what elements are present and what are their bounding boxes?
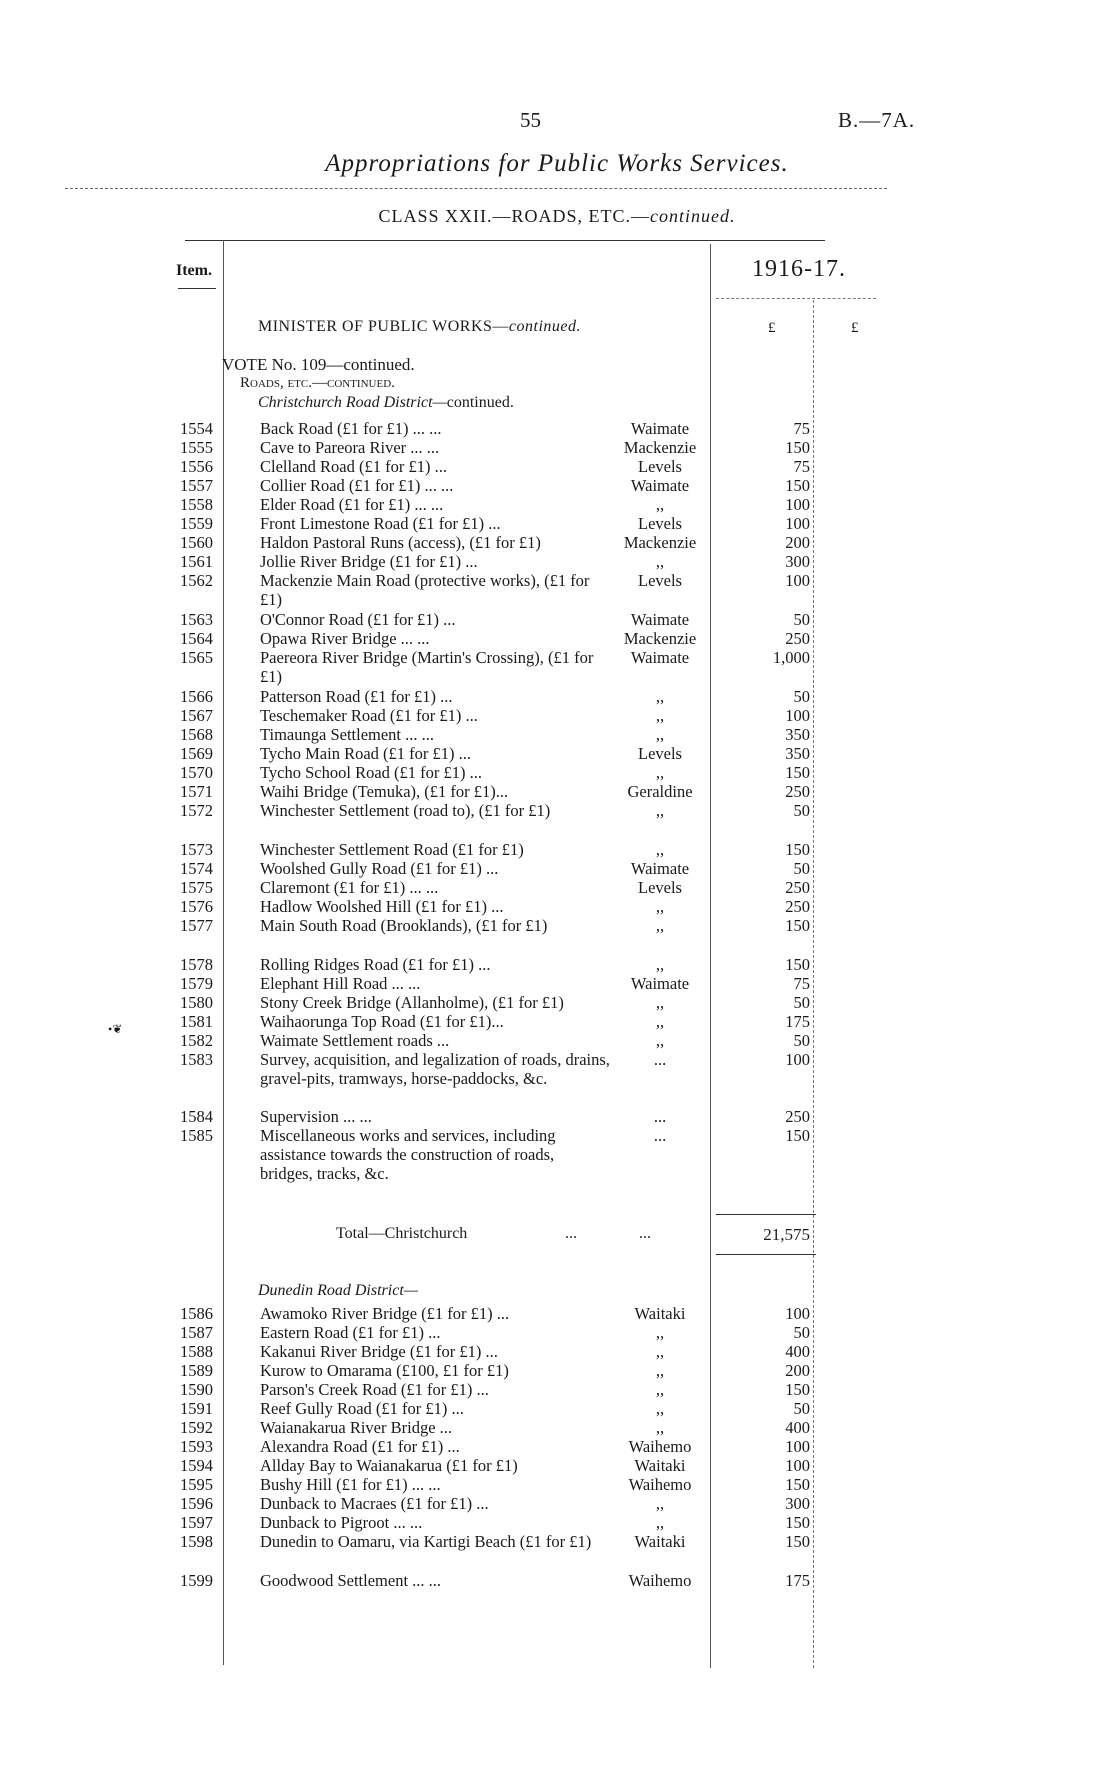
table-row bbox=[0, 1361, 1114, 1380]
county-name: ,, bbox=[655, 1380, 665, 1399]
item-amount: 50 bbox=[793, 1323, 810, 1342]
item-number: 1557 bbox=[180, 476, 213, 495]
item-number: 1581 bbox=[180, 1012, 213, 1031]
county-name: ,, bbox=[655, 763, 665, 782]
item-description: Claremont (£1 for £1) ... ... bbox=[260, 878, 439, 897]
district-name: Christchurch Road District— bbox=[258, 394, 447, 411]
item-amount: 200 bbox=[785, 1361, 810, 1380]
item-number: 1596 bbox=[180, 1494, 213, 1513]
county-name: Geraldine bbox=[627, 782, 693, 801]
item-number: 1593 bbox=[180, 1437, 213, 1456]
table-row bbox=[0, 1012, 1114, 1031]
item-column-header: Item. bbox=[176, 262, 212, 279]
item-description: Tycho Main Road (£1 for £1) ... bbox=[260, 744, 472, 763]
item-description: Waianakarua River Bridge ... bbox=[260, 1418, 453, 1437]
item-description: Elephant Hill Road ... ... bbox=[260, 974, 421, 993]
table-row bbox=[0, 438, 1114, 457]
item-number: 1560 bbox=[180, 533, 213, 552]
item-amount: 150 bbox=[785, 1380, 810, 1399]
item-description: Front Limestone Road (£1 for £1) ... bbox=[260, 514, 501, 533]
item-number: 1599 bbox=[180, 1571, 213, 1590]
page-number: 55 bbox=[520, 108, 541, 132]
county-name: ,, bbox=[655, 993, 665, 1012]
item-description: Eastern Road (£1 for £1) ... bbox=[260, 1323, 441, 1342]
county-name: ,, bbox=[655, 495, 665, 514]
item-header-rule bbox=[178, 288, 216, 289]
county-name: ,, bbox=[655, 1399, 665, 1418]
table-row bbox=[0, 476, 1114, 495]
table-row bbox=[0, 533, 1114, 552]
item-amount: 150 bbox=[785, 763, 810, 782]
class-divider bbox=[185, 240, 825, 241]
table-row bbox=[0, 1571, 1114, 1590]
item-number: 1584 bbox=[180, 1107, 213, 1126]
item-number: 1585 bbox=[180, 1126, 213, 1145]
item-description: Haldon Pastoral Runs (access), (£1 for £1) bbox=[260, 533, 541, 552]
county-name: Waimate bbox=[630, 476, 690, 495]
county-name: Waimate bbox=[630, 859, 690, 878]
item-number: 1563 bbox=[180, 610, 213, 629]
class-heading-continued: continued. bbox=[650, 206, 736, 226]
county-name: Levels bbox=[638, 457, 682, 476]
item-amount: 100 bbox=[785, 571, 810, 590]
item-description: Teschemaker Road (£1 for £1) ... bbox=[260, 706, 478, 725]
table-row bbox=[0, 897, 1114, 916]
table-row bbox=[0, 610, 1114, 629]
item-number: 1577 bbox=[180, 916, 213, 935]
item-amount: 175 bbox=[785, 1571, 810, 1590]
county-name: Levels bbox=[638, 514, 682, 533]
total-rule-top bbox=[716, 1214, 816, 1215]
item-description: Bushy Hill (£1 for £1) ... ... bbox=[260, 1475, 441, 1494]
item-description: Dunback to Macraes (£1 for £1) ... bbox=[260, 1494, 489, 1513]
margin-mark: •❦ bbox=[108, 1022, 123, 1036]
item-amount: 75 bbox=[793, 974, 810, 993]
table-row bbox=[0, 916, 1114, 954]
item-number: 1572 bbox=[180, 801, 213, 820]
item-description: Kakanui River Bridge (£1 for £1) ... bbox=[260, 1342, 498, 1361]
item-number: 1559 bbox=[180, 514, 213, 533]
item-description: Stony Creek Bridge (Allanholme), (£1 for £1) bbox=[260, 993, 564, 1012]
table-row bbox=[0, 1456, 1114, 1475]
table-row bbox=[0, 495, 1114, 514]
item-number: 1586 bbox=[180, 1304, 213, 1323]
item-amount: 150 bbox=[785, 1126, 810, 1145]
table-row bbox=[0, 974, 1114, 993]
county-name: ... bbox=[653, 1126, 667, 1145]
item-description: Dunedin to Oamaru, via Kartigi Beach (£1 for £1) bbox=[260, 1532, 592, 1551]
item-number: 1568 bbox=[180, 725, 213, 744]
item-number: 1583 bbox=[180, 1050, 213, 1069]
item-amount: 100 bbox=[785, 1437, 810, 1456]
table-row bbox=[0, 648, 1114, 686]
table-row bbox=[0, 457, 1114, 476]
county-name: Waimate bbox=[630, 610, 690, 629]
table-row bbox=[0, 725, 1114, 744]
item-amount: 150 bbox=[785, 955, 810, 974]
county-name: ... bbox=[653, 1050, 667, 1069]
item-number: 1573 bbox=[180, 840, 213, 859]
item-number: 1565 bbox=[180, 648, 213, 667]
item-amount: 150 bbox=[785, 916, 810, 935]
table-row bbox=[0, 1399, 1114, 1418]
item-description: Clelland Road (£1 for £1) ... bbox=[260, 457, 447, 476]
table-row bbox=[0, 801, 1114, 839]
item-amount: 100 bbox=[785, 1304, 810, 1323]
item-description: Waimate Settlement roads ... bbox=[260, 1031, 450, 1050]
table-row bbox=[0, 878, 1114, 897]
table-row bbox=[0, 1050, 1114, 1107]
county-name: Waitaki bbox=[634, 1532, 686, 1551]
county-name: Waihemo bbox=[628, 1437, 692, 1456]
county-name: ,, bbox=[655, 1342, 665, 1361]
item-amount: 400 bbox=[785, 1418, 810, 1437]
item-number: 1556 bbox=[180, 457, 213, 476]
table-row bbox=[0, 859, 1114, 878]
item-number: 1575 bbox=[180, 878, 213, 897]
item-description: Hadlow Woolshed Hill (£1 for £1) ... bbox=[260, 897, 504, 916]
item-description: Back Road (£1 for £1) ... ... bbox=[260, 419, 442, 438]
county-name: Waimate bbox=[630, 648, 690, 667]
item-amount: 350 bbox=[785, 725, 810, 744]
county-name: ,, bbox=[655, 706, 665, 725]
table-row bbox=[0, 1323, 1114, 1342]
item-amount: 50 bbox=[793, 993, 810, 1012]
item-description: Winchester Settlement Road (£1 for £1) bbox=[260, 840, 524, 859]
item-number: 1571 bbox=[180, 782, 213, 801]
county-name: Mackenzie bbox=[623, 533, 697, 552]
table-row bbox=[0, 1031, 1114, 1050]
county-name: ,, bbox=[655, 840, 665, 859]
county-name: ,, bbox=[655, 916, 665, 935]
table-row bbox=[0, 629, 1114, 648]
item-amount: 300 bbox=[785, 1494, 810, 1513]
county-name: Waimate bbox=[630, 974, 690, 993]
page-title: Appropriations for Public Works Services. bbox=[325, 150, 789, 177]
item-description: Allday Bay to Waianakarua (£1 for £1) bbox=[260, 1456, 518, 1475]
item-amount: 50 bbox=[793, 1399, 810, 1418]
item-amount: 50 bbox=[793, 859, 810, 878]
table-row bbox=[0, 706, 1114, 725]
item-number: 1597 bbox=[180, 1513, 213, 1532]
table-row bbox=[0, 1107, 1114, 1126]
item-number: 1594 bbox=[180, 1456, 213, 1475]
item-amount: 300 bbox=[785, 552, 810, 571]
table-row bbox=[0, 514, 1114, 533]
county-name: Levels bbox=[638, 878, 682, 897]
item-amount: 175 bbox=[785, 1012, 810, 1031]
table-row bbox=[0, 993, 1114, 1012]
county-name: ... bbox=[653, 1107, 667, 1126]
ministry-text: MINISTER OF PUBLIC WORKS— bbox=[258, 318, 509, 335]
item-amount: 150 bbox=[785, 1513, 810, 1532]
item-number: 1555 bbox=[180, 438, 213, 457]
county-name: ,, bbox=[655, 725, 665, 744]
item-description: Opawa River Bridge ... ... bbox=[260, 629, 430, 648]
item-number: 1570 bbox=[180, 763, 213, 782]
pound-sign-left: £ bbox=[768, 320, 776, 336]
item-amount: 100 bbox=[785, 514, 810, 533]
table-row bbox=[0, 1304, 1114, 1323]
table-row bbox=[0, 1437, 1114, 1456]
item-amount: 400 bbox=[785, 1342, 810, 1361]
roads-heading: Roads, etc.—continued. bbox=[240, 375, 395, 391]
table-row bbox=[0, 571, 1114, 609]
table-row bbox=[0, 1126, 1114, 1202]
year-header: 1916-17. bbox=[752, 256, 846, 282]
district-continued: continued. bbox=[446, 394, 514, 411]
item-description: Goodwood Settlement ... ... bbox=[260, 1571, 442, 1590]
county-name: Waitaki bbox=[634, 1304, 686, 1323]
item-number: 1590 bbox=[180, 1380, 213, 1399]
item-amount: 150 bbox=[785, 438, 810, 457]
county-name: ,, bbox=[655, 1323, 665, 1342]
table-row bbox=[0, 552, 1114, 571]
item-description: Waihaorunga Top Road (£1 for £1)... bbox=[260, 1012, 504, 1031]
county-name: Levels bbox=[638, 744, 682, 763]
pound-sign-right: £ bbox=[851, 320, 859, 336]
county-name: ,, bbox=[655, 1418, 665, 1437]
county-name: ,, bbox=[655, 1031, 665, 1050]
item-description: Main South Road (Brooklands), (£1 for £1) bbox=[260, 916, 548, 935]
item-number: 1564 bbox=[180, 629, 213, 648]
item-number: 1567 bbox=[180, 706, 213, 725]
county-name: ,, bbox=[655, 1513, 665, 1532]
table-row bbox=[0, 1380, 1114, 1399]
ministry-heading bbox=[258, 318, 581, 336]
year-header-rule bbox=[716, 298, 876, 299]
item-number: 1578 bbox=[180, 955, 213, 974]
item-amount: 100 bbox=[785, 1456, 810, 1475]
item-description: Mackenzie Main Road (protective works), (£1 for £1) bbox=[260, 571, 590, 609]
table-row bbox=[0, 763, 1114, 782]
county-name: ,, bbox=[655, 955, 665, 974]
item-amount: 75 bbox=[793, 457, 810, 476]
item-description: Dunback to Pigroot ... ... bbox=[260, 1513, 423, 1532]
county-name: Waihemo bbox=[628, 1475, 692, 1494]
table-row bbox=[0, 1494, 1114, 1513]
county-name: Mackenzie bbox=[623, 438, 697, 457]
class-heading bbox=[0, 206, 1114, 227]
item-amount: 200 bbox=[785, 533, 810, 552]
item-number: 1558 bbox=[180, 495, 213, 514]
item-amount: 250 bbox=[785, 878, 810, 897]
item-amount: 100 bbox=[785, 495, 810, 514]
item-amount: 250 bbox=[785, 629, 810, 648]
item-number: 1589 bbox=[180, 1361, 213, 1380]
item-amount: 250 bbox=[785, 782, 810, 801]
item-amount: 250 bbox=[785, 1107, 810, 1126]
item-description: Elder Road (£1 for £1) ... ... bbox=[260, 495, 444, 514]
item-description: Winchester Settlement (road to), (£1 for £1) bbox=[260, 801, 551, 820]
vote-heading: VOTE No. 109—continued. bbox=[222, 355, 415, 374]
item-amount: 50 bbox=[793, 687, 810, 706]
item-number: 1591 bbox=[180, 1399, 213, 1418]
item-number: 1587 bbox=[180, 1323, 213, 1342]
table-row bbox=[0, 744, 1114, 763]
item-number: 1562 bbox=[180, 571, 213, 590]
item-description: O'Connor Road (£1 for £1) ... bbox=[260, 610, 456, 629]
item-description: Tycho School Road (£1 for £1) ... bbox=[260, 763, 483, 782]
county-name: Mackenzie bbox=[623, 629, 697, 648]
item-description: Survey, acquisition, and legalization of roads, drains, gravel-pits, tramways, horse-paddocks, &c. bbox=[260, 1050, 610, 1088]
item-number: 1592 bbox=[180, 1418, 213, 1437]
item-description: Miscellaneous works and services, including assistance towards the construction of roads, bridges, tracks, &c. bbox=[260, 1126, 556, 1183]
ministry-continued: continued. bbox=[508, 318, 581, 335]
item-description: Kurow to Omarama (£100, £1 for £1) bbox=[260, 1361, 509, 1380]
county-name: Waimate bbox=[630, 419, 690, 438]
table-row bbox=[0, 1475, 1114, 1494]
class-heading-text: CLASS XXII.—ROADS, ETC.— bbox=[378, 206, 651, 226]
item-amount: 50 bbox=[793, 801, 810, 820]
title-divider bbox=[65, 188, 887, 189]
item-amount: 350 bbox=[785, 744, 810, 763]
item-description: Waihi Bridge (Temuka), (£1 for £1)... bbox=[260, 782, 509, 801]
county-name: ,, bbox=[655, 801, 665, 820]
item-amount: 150 bbox=[785, 840, 810, 859]
table-row bbox=[0, 1342, 1114, 1361]
item-number: 1595 bbox=[180, 1475, 213, 1494]
item-number: 1569 bbox=[180, 744, 213, 763]
item-amount: 50 bbox=[793, 1031, 810, 1050]
item-description: Reef Gully Road (£1 for £1) ... bbox=[260, 1399, 464, 1418]
item-description: Jollie River Bridge (£1 for £1) ... bbox=[260, 552, 478, 571]
district-heading bbox=[258, 394, 514, 412]
item-number: 1554 bbox=[180, 419, 213, 438]
item-description: Cave to Pareora River ... ... bbox=[260, 438, 440, 457]
item-amount: 150 bbox=[785, 476, 810, 495]
item-amount: 75 bbox=[793, 419, 810, 438]
total-amount: 21,575 bbox=[763, 1225, 810, 1244]
document-reference: B.—7A. bbox=[838, 108, 916, 132]
item-amount: 150 bbox=[785, 1532, 810, 1551]
dunedin-district-heading: Dunedin Road District— bbox=[258, 1282, 418, 1299]
county-name: ,, bbox=[655, 1361, 665, 1380]
item-number: 1561 bbox=[180, 552, 213, 571]
item-description: Collier Road (£1 for £1) ... ... bbox=[260, 476, 454, 495]
item-number: 1574 bbox=[180, 859, 213, 878]
item-description: Parson's Creek Road (£1 for £1) ... bbox=[260, 1380, 489, 1399]
item-description: Rolling Ridges Road (£1 for £1) ... bbox=[260, 955, 491, 974]
item-amount: 100 bbox=[785, 706, 810, 725]
table-row bbox=[0, 782, 1114, 801]
item-number: 1598 bbox=[180, 1532, 213, 1551]
table-row bbox=[0, 1532, 1114, 1570]
table-row bbox=[0, 955, 1114, 974]
item-description: Alexandra Road (£1 for £1) ... bbox=[260, 1437, 460, 1456]
item-number: 1579 bbox=[180, 974, 213, 993]
county-name: ,, bbox=[655, 687, 665, 706]
item-description: Woolshed Gully Road (£1 for £1) ... bbox=[260, 859, 499, 878]
item-amount: 50 bbox=[793, 610, 810, 629]
total-label: Total—Christchurch bbox=[336, 1225, 468, 1242]
county-name: ,, bbox=[655, 1494, 665, 1513]
county-name: Waitaki bbox=[634, 1456, 686, 1475]
county-name: Waihemo bbox=[628, 1571, 692, 1590]
county-name: ,, bbox=[655, 1012, 665, 1031]
county-name: ,, bbox=[655, 897, 665, 916]
item-amount: 150 bbox=[785, 1475, 810, 1494]
item-number: 1588 bbox=[180, 1342, 213, 1361]
total-rule-bottom bbox=[716, 1254, 816, 1255]
item-amount: 250 bbox=[785, 897, 810, 916]
table-row bbox=[0, 840, 1114, 859]
item-description: Paereora River Bridge (Martin's Crossing), (£1 for £1) bbox=[260, 648, 594, 686]
item-description: Awamoko River Bridge (£1 for £1) ... bbox=[260, 1304, 510, 1323]
item-description: Supervision ... ... bbox=[260, 1107, 372, 1126]
item-number: 1580 bbox=[180, 993, 213, 1012]
item-number: 1576 bbox=[180, 897, 213, 916]
table-row bbox=[0, 1513, 1114, 1532]
item-amount: 1,000 bbox=[772, 648, 810, 667]
total-leader-dots-2: ... bbox=[639, 1225, 651, 1242]
item-description: Patterson Road (£1 for £1) ... bbox=[260, 687, 453, 706]
table-row bbox=[0, 419, 1114, 438]
total-leader-dots: ... bbox=[565, 1225, 577, 1242]
county-name: Levels bbox=[638, 571, 682, 590]
item-number: 1582 bbox=[180, 1031, 213, 1050]
item-amount: 100 bbox=[785, 1050, 810, 1069]
item-number: 1566 bbox=[180, 687, 213, 706]
table-row bbox=[0, 687, 1114, 706]
table-row bbox=[0, 1418, 1114, 1437]
county-name: ,, bbox=[655, 552, 665, 571]
item-description: Timaunga Settlement ... ... bbox=[260, 725, 435, 744]
